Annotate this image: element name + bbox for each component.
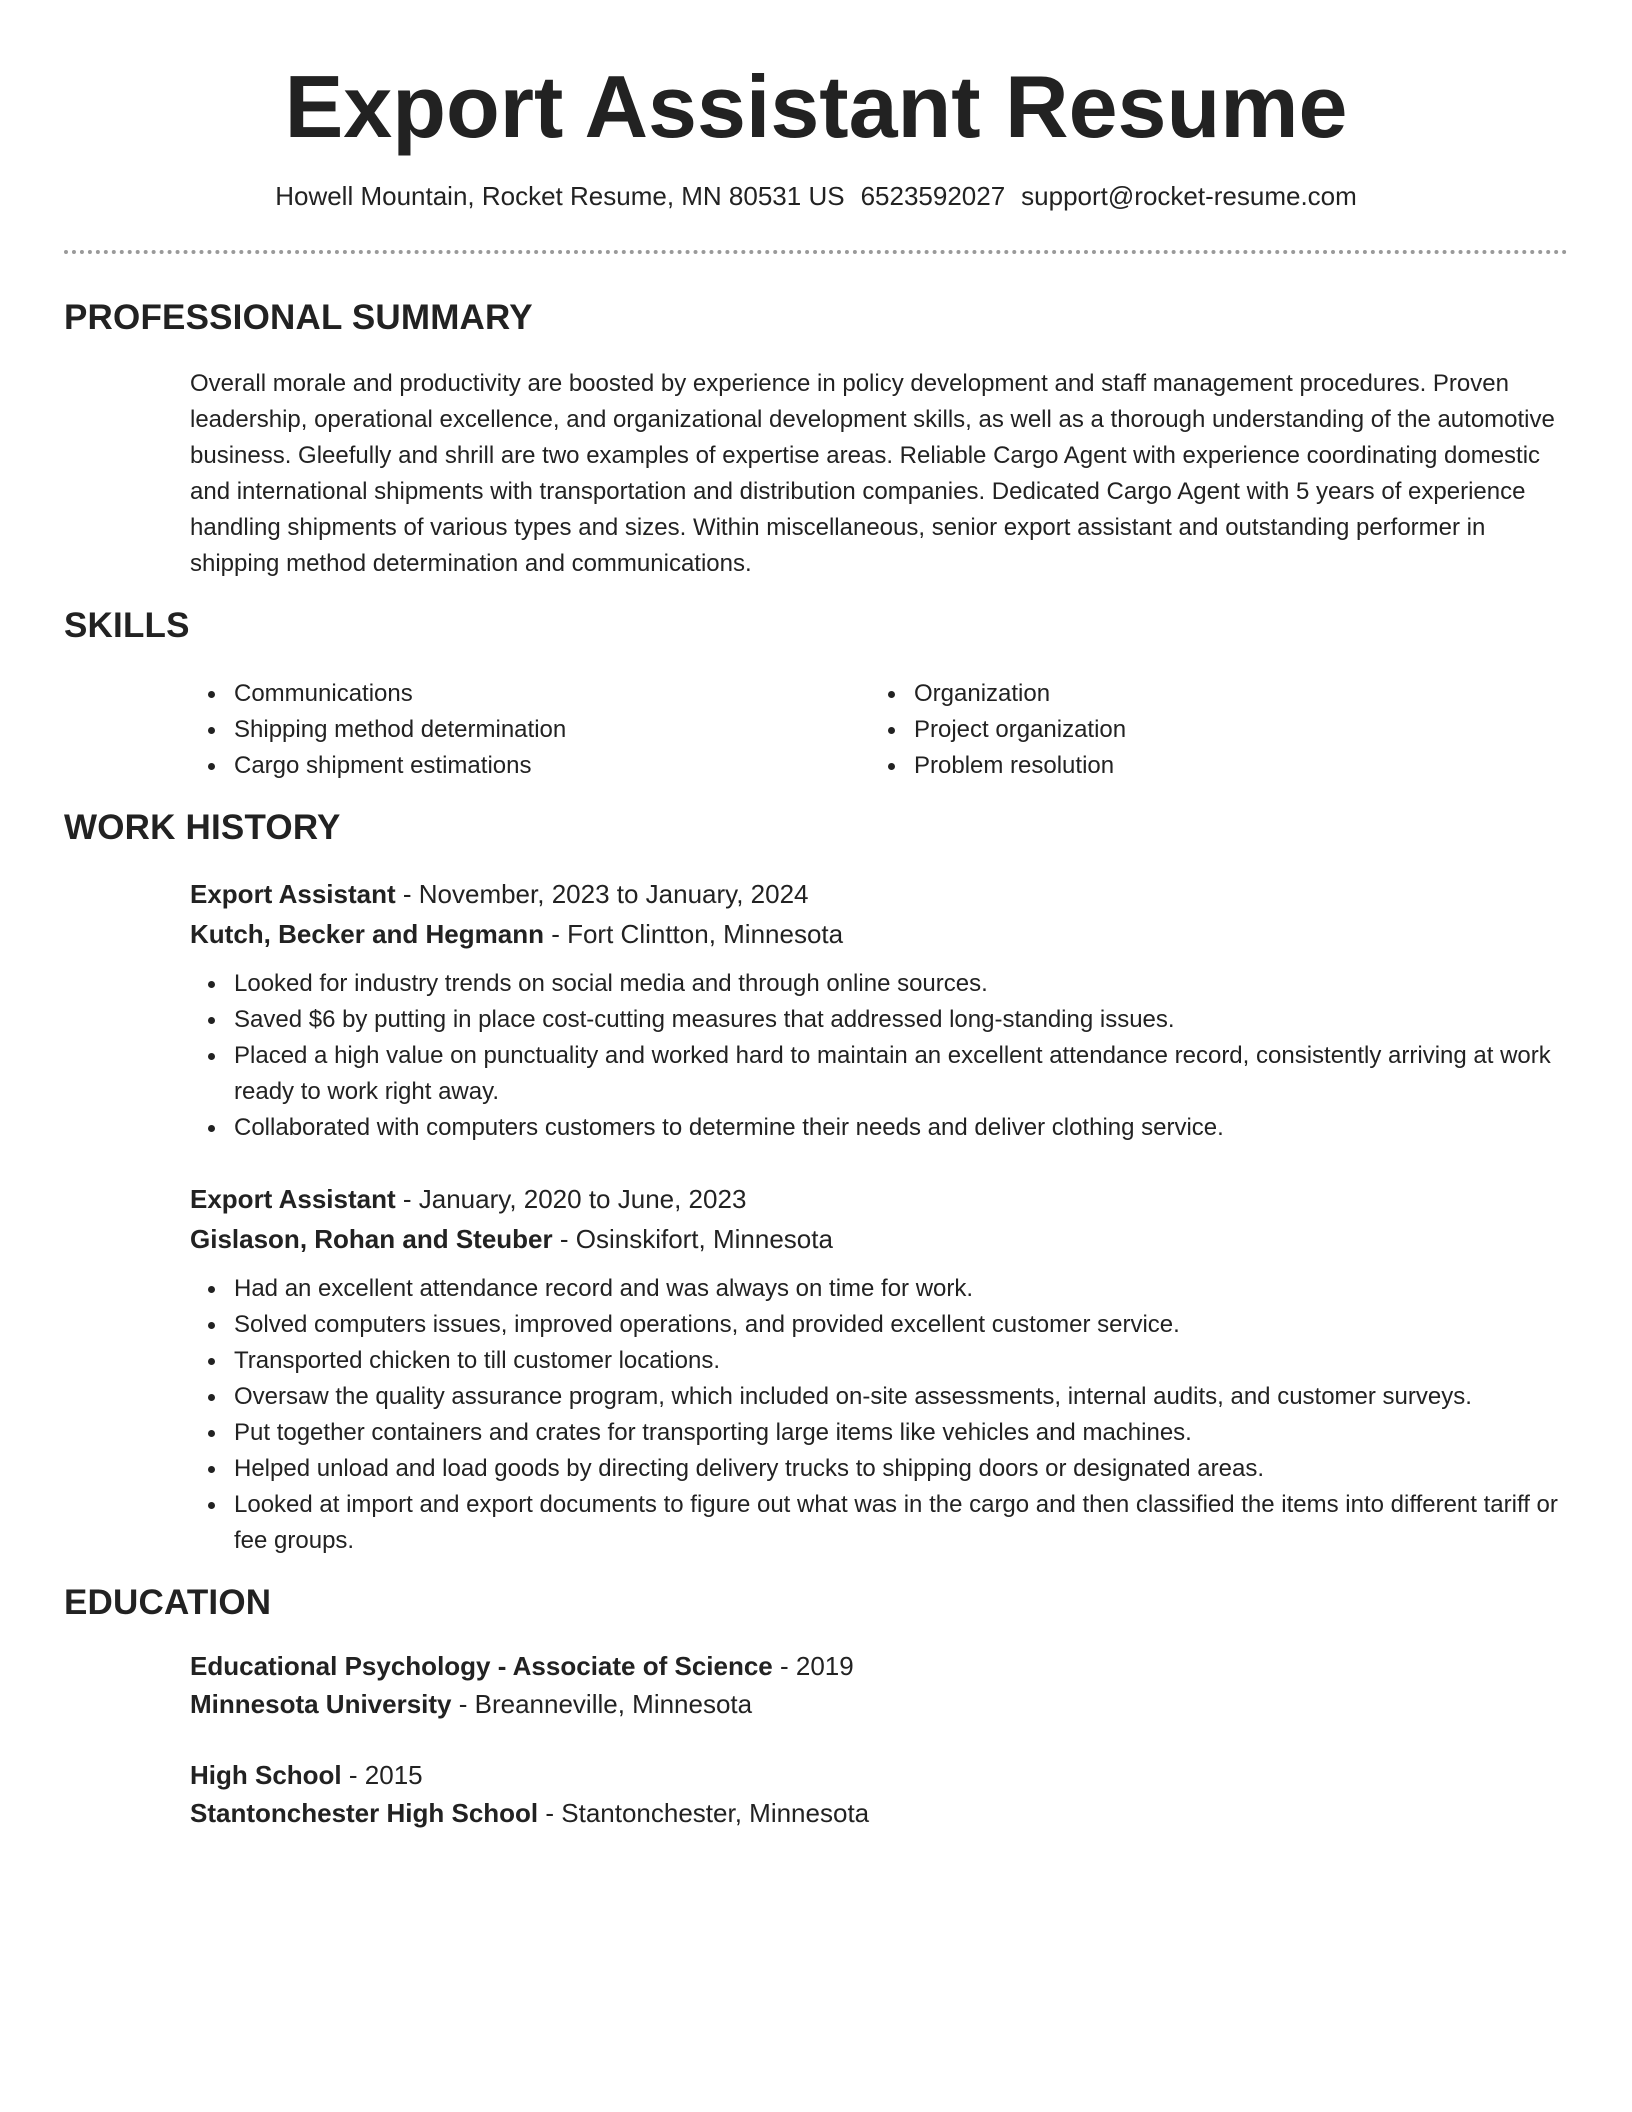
education-year: - 2015 [341, 1760, 423, 1790]
job-title: Export Assistant [190, 879, 396, 909]
section-title-education: EDUCATION [64, 1583, 272, 1622]
education-degree: Educational Psychology - Associate of Science [190, 1651, 773, 1681]
job-bullet: Looked for industry trends on social media and through online sources. [234, 966, 1560, 1002]
education-school: Minnesota University [190, 1689, 452, 1719]
job-location: - Osinskifort, Minnesota [552, 1224, 833, 1254]
skill-item: Problem resolution [914, 748, 1470, 784]
job-company-line [190, 914, 1560, 954]
skill-item: Cargo shipment estimations [234, 748, 790, 784]
skills-list-right [870, 676, 1470, 784]
job-location: - Fort Clintton, Minnesota [543, 919, 844, 949]
section-title-skills: SKILLS [64, 606, 190, 645]
job-bullet: Solved computers issues, improved operations, and provided excellent customer service. [234, 1307, 1560, 1343]
education-school: Stantonchester High School [190, 1798, 539, 1828]
header-divider [64, 250, 1568, 254]
job-bullet: Transported chicken to till customer locations. [234, 1343, 1560, 1379]
skill-item: Communications [234, 676, 790, 712]
education-degree: High School [190, 1760, 342, 1790]
education-entry [190, 1756, 1560, 1832]
job-dates: - January, 2020 to June, 2023 [395, 1184, 747, 1214]
job-bullets [190, 1271, 1560, 1559]
education-year: - 2019 [772, 1651, 854, 1681]
contact-address: Howell Mountain, Rocket Resume, MN 80531 US [275, 181, 845, 211]
job-bullet: Looked at import and export documents to figure out what was in the cargo and then classified the items into different tariff or fee groups. [234, 1487, 1560, 1559]
summary-text: Overall morale and productivity are boosted by experience in policy development and staff management procedures. Proven leadership, operational excellence, and organizational development skills, as well as a thorough understanding of the automotive business. Gleefully and shrill are two examples of expertise areas. Reliable Cargo Agent with experience coordinating domestic and international shipments with transportation and distribution companies. Dedicated Cargo Agent with 5 years of experience handling shipments of various types and sizes. Within miscellaneous, senior export assistant and outstanding performer in shipping method determination and communications. [190, 370, 1555, 577]
contact-line [0, 176, 1632, 216]
education-entry [190, 1647, 1560, 1723]
resume-title: Export Assistant Resume [284, 57, 1348, 156]
job-company: Gislason, Rohan and Steuber [190, 1224, 553, 1254]
education-location: - Breanneville, Minnesota [451, 1689, 753, 1719]
job-bullets [190, 966, 1560, 1146]
job-title-line [190, 874, 1560, 914]
education-school-line [190, 1685, 1560, 1723]
job-bullet: Collaborated with computers customers to determine their needs and deliver clothing service. [234, 1110, 1560, 1146]
skills-column-left [190, 676, 790, 784]
skill-item: Shipping method determination [234, 712, 790, 748]
job-title-line [190, 1179, 1560, 1219]
job-bullet: Helped unload and load goods by directing delivery trucks to shipping doors or designated areas. [234, 1451, 1560, 1487]
job-company-line [190, 1219, 1560, 1259]
education-location: - Stantonchester, Minnesota [538, 1798, 870, 1828]
job-entry [190, 874, 1560, 1146]
contact-email: support@rocket-resume.com [1021, 181, 1357, 211]
job-company: Kutch, Becker and Hegmann [190, 919, 544, 949]
contact-phone: 6523592027 [860, 181, 1006, 211]
job-bullet: Oversaw the quality assurance program, which included on-site assessments, internal audits, and customer surveys. [234, 1379, 1560, 1415]
section-title-summary: PROFESSIONAL SUMMARY [64, 298, 533, 337]
education-degree-line [190, 1756, 1560, 1794]
skills-list-left [190, 676, 790, 784]
skills-column-right [870, 676, 1470, 784]
education-degree-line [190, 1647, 1560, 1685]
education-school-line [190, 1794, 1560, 1832]
job-bullet: Had an excellent attendance record and was always on time for work. [234, 1271, 1560, 1307]
skill-item: Organization [914, 676, 1470, 712]
skill-item: Project organization [914, 712, 1470, 748]
job-bullet: Saved $6 by putting in place cost-cutting measures that addressed long-standing issues. [234, 1002, 1560, 1038]
job-bullet: Put together containers and crates for transporting large items like vehicles and machines. [234, 1415, 1560, 1451]
job-dates: - November, 2023 to January, 2024 [395, 879, 809, 909]
job-title: Export Assistant [190, 1184, 396, 1214]
job-entry [190, 1179, 1560, 1559]
job-bullet: Placed a high value on punctuality and worked hard to maintain an excellent attendance record, consistently arriving at work ready to work right away. [234, 1038, 1560, 1110]
section-title-work: WORK HISTORY [64, 808, 341, 847]
